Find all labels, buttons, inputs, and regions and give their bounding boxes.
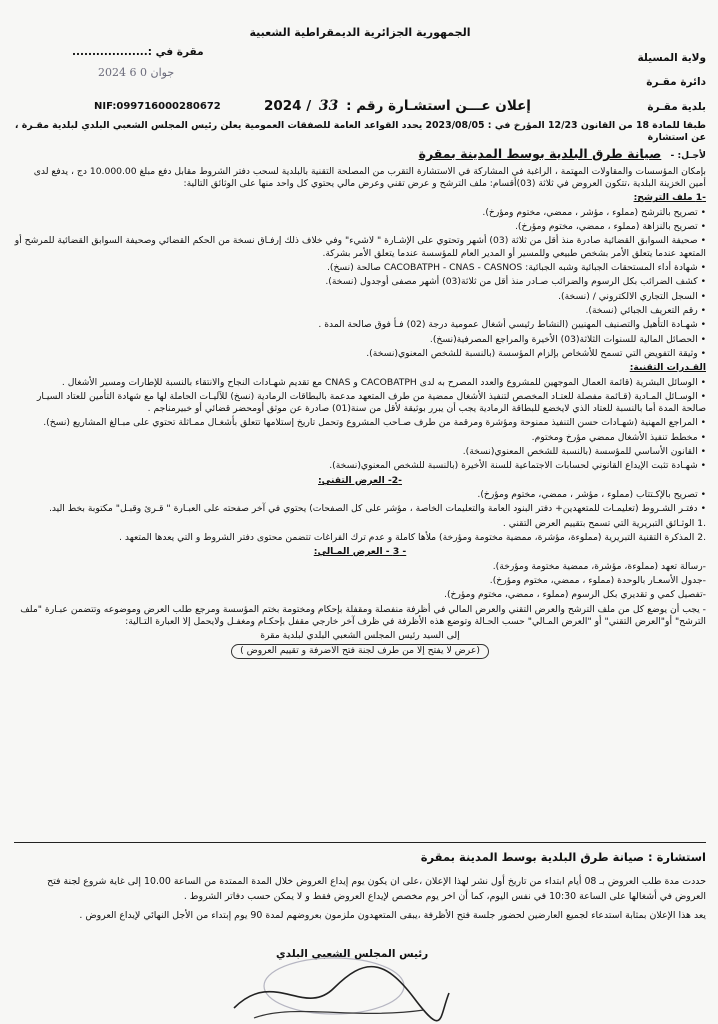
body-line: القـدرات التقنية: [629,362,706,374]
body-line: • تصريح بالنزاهة (مملوء ، ممضي، مختوم ومؤرخ). [14,221,706,233]
project-prefix: لأجـل: - [670,150,706,161]
project-line [419,146,706,163]
body-line [14,644,706,658]
body-line: -1 ملف الترشح: [633,192,706,204]
baladiya-label: بلدية مقـرة [647,101,706,113]
date-place-line: مقرة في :................... [72,46,204,58]
body-line: • الحصائل المالية للسنوات الثلاثة(03) الأخيرة والمراجع المصرفية(نسخ). [14,334,706,346]
body-line: • وثيقة التفويض التي تسمح للأشخاص بإلزام المؤسسة (بالنسبة للشخص المعنوي(نسخة). [14,348,706,360]
body-line: -2- العرض التقني: [318,474,402,486]
daira-label: دائرة مقـرة [646,76,706,88]
body-line: • مخطط تنفيذ الأشغال ممضي مؤرخ ومختوم. [14,432,706,444]
nif-number: NIF:099716000280672 [94,101,221,112]
body-line: • المراجع المهنية (شهـادات حسن التنفيذ ممنوحة ومؤشرة ومرقمة من طرف صـاحب المشروع وتحمل تاريخ إستلامها تتعلق بأشغـال ممـاثلة تحتوي على مبـالغ المشاريع (نسخ). [14,417,706,429]
republic-heading: الجمهورية الجزائرية الديمقراطية الشعبية [249,26,471,39]
invitation-paragraph: يعد هذا الإعلان بمثابة استدعاء لجميع العارضين لحضور جلسة فتح الأظرفة ،يبقى المتعهدون ملزمون بعروضهم لمدة 90 يوم إبتداء من الأجل النهائي لإيداع العروض . [79,910,706,922]
body-line: .2 المذكرة التقنية التبريرية (مملوءة، مؤشرة، ممضية مختومة ومؤرخة) ملأها كاملة و عدم ترك الفراغات تتضمن محتوى دفتر الشروط و التي يعدها المتعهد . [119,531,706,543]
consultation-title: استشارة : صيانة طرق البلدية بوسط المدينة بمقرة [420,850,706,864]
requirements-body [14,166,706,661]
body-line: • رقم التعريف الجبائي (نسخة). [14,305,706,317]
project-title: صيانة طرق البلدية بوسط المدينة بمقرة [418,146,662,161]
announcement-title [264,97,531,116]
body-line: بإمكان المؤسسات والمقاولات المهتمة ، الراغبة في المشاركة في الاستشارة التقرب من المصلحة التقنية بالبلدية لسحب دفتر الشروط مقابل دفع مبلغ 10.000.00 دج ، يدفع لدى أمين الخزينة البلدية ،تتكون العروض في ثلاثة (03)أقسام: ملف الترشح و عرض تقني وعرض مالي يحتوي كل واحد منها على الوثائق التالية: [33,166,706,190]
envelope-notice: (عرض لا يفتح إلا من طرف لجنة فتح الاضرفة و تقييم العروض ) [231,644,489,658]
section-divider [14,842,706,843]
body-line: • السجل التجاري الالكتروني / (نسخة). [14,291,706,303]
body-line: .1 الوثـائق التبريرية التي تسمح بتقييم العرض التقني . [502,517,706,529]
date-stamp: 2024 جوان 0 6 [98,66,175,79]
body-line: • كشف الضرائب بكل الرسوم والضرائب صـادر منذ أقل من ثلاثة(03) أشهر مصفى أوجدول (نسخة). [14,276,706,288]
body-line: • القانون الأساسي للمؤسسة (بالنسبة للشخص المعنوي(نسخة). [14,446,706,458]
intro-paragraph: طبقا للمادة 18 من القانون 12/23 المؤرخ في : 2023/08/05 يحدد القواعد العامة للصفقات العمومية يعلن رئيس المجلس الشعبي البلدي لبلدية مقـرة ، عن استشارة [14,120,706,144]
final-paragraphs [14,874,706,927]
document-page [14,0,706,1024]
body-line: -جدول الأسعـار بالوحدة (مملوء ، ممضي، مختوم ومؤرخ). [489,574,706,586]
title-number: 33 [318,98,339,114]
body-line: -تفصيل كمي و تقديري بكل الرسوم (مملوء ، ممضي، مختوم ومؤرخ). [444,589,706,601]
body-line: • الوسـائل المـادية (قـائمة مفصلة للعتـاد المخصص لتنفيذ الأشغال ممضية من طرف المتعهد مدعمة بالبطاقات الرمادية (نسخ) للآليـات الحاملة لها مع شهادة التأمين للعتاد السيـار صالحة المدة أما بالنسبة للعتاد الذي لايخضع للبطاقة الرمادية يجب أن يبرر بوثيقة لأقل من سنة(01) صادرة عن موثق أومحضر قضائي أو خبيرمناجم . [14,391,706,415]
body-line: • شهـادة تثبت الإيداع القانوني لحسابات الاجتماعية للسنة الأخيرة (بالنسبة للشخص المعنوي(نسخة). [14,460,706,472]
body-line: • دفتـر الشـروط (تعليمـات للمتعهدين+ دفتر البنود العامة والتعليمات الخاصة ، مؤشر على كل الصفحات) يحتوي في آخر صفحته على العبـارة " قـرئ وقبـل" مكتوبة بخط اليد. [14,503,706,515]
handwritten-signature [214,948,454,1024]
body-line: -رسالة تعهد (مملوءة، مؤشرة، ممضية مختومة ومؤرخة). [492,560,706,572]
body-line: - 3 - العرض المـالي: [313,546,407,558]
title-prefix: إعلان عـــن استشـارة رقم : [346,98,531,114]
wilaya-label: ولاية المسيلة [637,52,706,64]
signature-label: رئيس المجلس الشعبي البلدي [276,948,429,960]
body-line: إلى السيد رئيس المجلس الشعبي البلدي لبلدية مقرة [260,630,460,642]
title-year: / 2024 [264,98,312,114]
deadline-paragraph: حددت مدة طلب العروض بـ 08 أيام ابتداء من تاريخ أول نشر لهذا الإعلان ،على ان يكون يوم إيداع العروض خلال المدة الممتدة من الساعة 10.00 إلى غاية شروع لجنة فتح العروض في أشغالها على الساعة 10:30 في نفس اليوم، كما أن اخر يوم مخصص لإيداع العروض فقط و لا يمكن حسب دفاتر الشروط . [47,876,706,903]
body-line: • الوسائل البشرية (قائمة العمال الموجهين للمشروع والعدد المصرح به لدى CACOBATPH و CNAS مع تقديم شهـادات النجاح والانتقاء بالنسبة للإطارات ومسير الأشغال . [14,377,706,389]
body-line: • شهـادة التأهيل والتصنيف المهنيين (النشاط رئيسي أشغال عمومية درجة (02) فـأ فوق صالحة المدة . [14,319,706,331]
body-line: - يجب أن يوضع كل من ملف الترشح والعرض التقني والعرض المالي في أظرفة منفصلة ومقفلة بإحكام ومختومة بختم المؤسسة ومرجع طلب العرض وموضوعه وتتضمن عبـارة "ملف الترشح" أو"العرض التقني" أو "العرض المـالي" حسب الحـالة وتوضع هذه الأظرفة في ظرف آخر خارجي مقفل بإحكـام ومغفـل ولايحمل إلا العبارة التـالية: [20,603,706,627]
body-line: • تصريح بالإكـتتاب (مملوء ، مؤشر ، ممضي، مختوم ومؤرخ). [14,489,706,501]
body-line: • تصريح بالترشح (مملوء ، مؤشر ، ممضي، مختوم ومؤرخ). [14,207,706,219]
body-line: • شهادة أداء المستحقات الجبائية وشبه الجبائية: CACOBATPH - CNAS - CASNOS صالحة (نسخ). [14,262,706,274]
body-line: • صحيفة السوابق القضائية صادرة منذ أقل من ثلاثة (03) أشهر وتحتوي على الإشـارة " لاشيء" وفي خلاف ذلك إرفـاق نسخة من الحكم القضائي وصحيفة السوابق القضائية للمرشح أو المتعهد عندما يتعلق الأمر بشخص طبيعي وللمسير أو المدير العام للمؤسسة عندما يتعلق الأمر بشركة. [14,235,706,259]
